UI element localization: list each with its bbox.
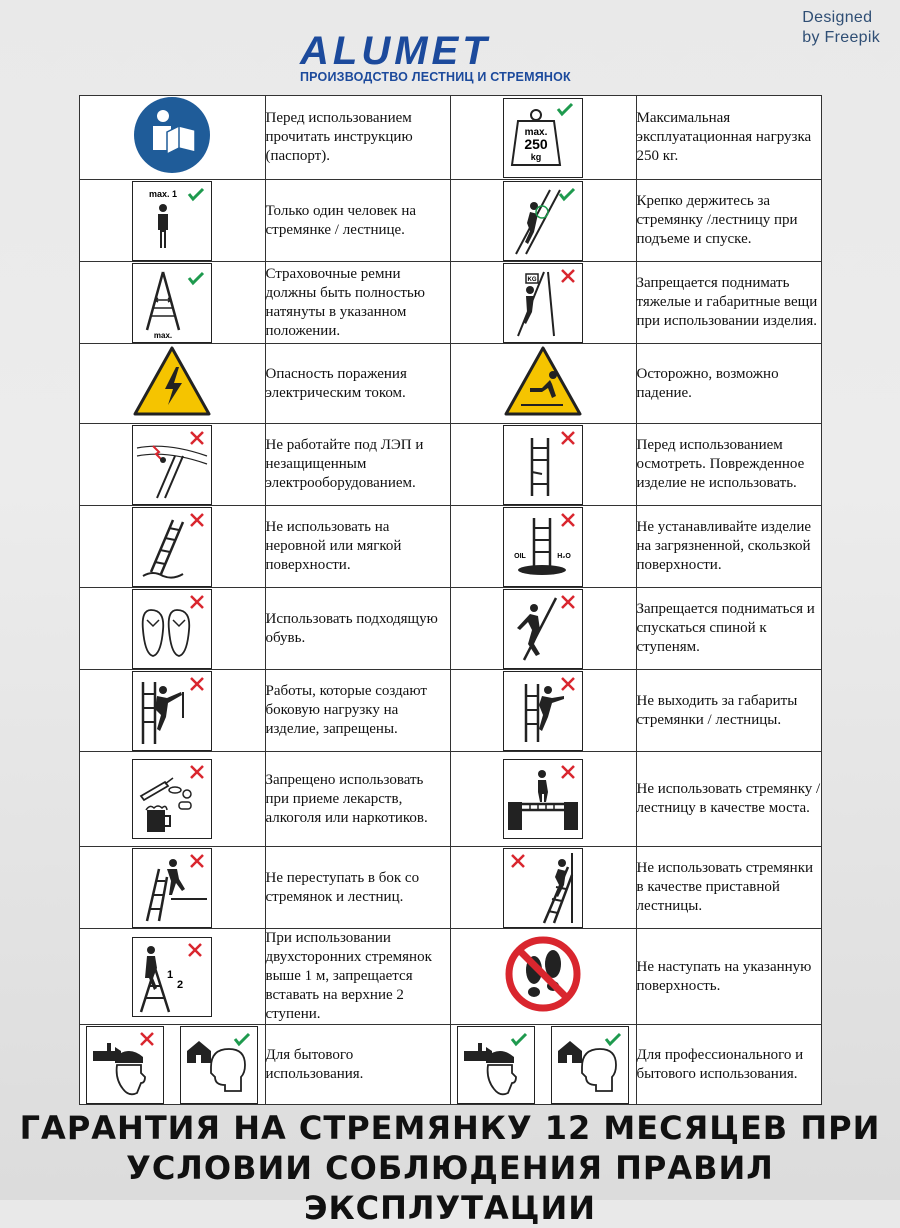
fall-hazard-icon xyxy=(503,345,583,417)
safety-straps-icon xyxy=(133,264,211,342)
footer-line-2: УСЛОВИИ СОБЛЮДЕНИЯ ПРАВИЛ ЭКСПЛУТАЦИИ xyxy=(126,1149,774,1227)
no-lean-use-icon xyxy=(504,849,582,927)
rule-text: Для бытового использования. xyxy=(265,1025,451,1105)
rule-text: Страховочные ремни должны быть полностью натянуты в указанном положении. xyxy=(265,262,451,344)
rule-text: Крепко держитесь за стремянку /лестницу при подъеме и спуске. xyxy=(636,180,822,262)
water-label: H₂O xyxy=(557,552,572,560)
table-row xyxy=(80,670,822,752)
watermark-line-2: by Freepik xyxy=(802,29,880,46)
max-load-250kg-icon xyxy=(504,99,582,177)
inspect-ladder-icon xyxy=(504,426,582,504)
rule-text: Только один человек на стремянке / лестнице. xyxy=(265,180,451,262)
proper-shoes-icon xyxy=(133,590,211,668)
rule-text: Не переступать в бок со стремянок и лестниц. xyxy=(265,847,451,929)
table-row xyxy=(80,588,822,670)
no-drugs-alcohol-icon xyxy=(133,760,211,838)
step-label-1: 1 xyxy=(167,968,174,981)
table-row xyxy=(80,929,822,1025)
table-row xyxy=(80,1025,822,1105)
rule-text: Не выходить за габариты стремянки / лестницы. xyxy=(636,670,822,752)
rule-text: Запрещено использовать при приеме лекарств, алкоголя или наркотиков. xyxy=(265,752,451,847)
freepik-watermark xyxy=(802,8,880,48)
no-heavy-load-icon xyxy=(504,264,582,342)
rule-text: Не работайте под ЛЭП и незащищенным электрооборудованием. xyxy=(265,424,451,506)
rule-text: Запрещается поднимать тяжелые и габаритные вещи при использовании изделия. xyxy=(636,262,822,344)
house-head-check-icon xyxy=(181,1027,257,1103)
footer-line-1: ГАРАНТИЯ НА СТРЕМЯНКУ 12 МЕСЯЦЕВ ПРИ xyxy=(19,1109,881,1147)
no-uneven-surface-icon xyxy=(133,508,211,586)
table-row xyxy=(80,752,822,847)
rule-text: Не использовать стремянку / лестницу в качестве моста. xyxy=(636,752,822,847)
table-row xyxy=(80,262,822,344)
read-manual-icon xyxy=(133,96,211,174)
house-head-check-icon-2 xyxy=(552,1027,628,1103)
table-row xyxy=(80,96,822,180)
rule-text: Опасность поражения электрическим током. xyxy=(265,344,451,424)
rule-text: Перед использованием прочитать инструкцию (паспорт). xyxy=(265,96,451,180)
kg-label: KG xyxy=(527,276,537,283)
rule-text: Не использовать стремянки в качестве приставной лестницы. xyxy=(636,847,822,929)
rule-text: Запрещается подниматься и спускаться спиной к ступеням. xyxy=(636,588,822,670)
table-row xyxy=(80,344,822,424)
rule-text: Максимальная эксплуатационная нагрузка 250 кг. xyxy=(636,96,822,180)
rule-text: Перед использованием осмотреть. Поврежденное изделие не использовать. xyxy=(636,424,822,506)
no-slippery-surface-icon xyxy=(504,508,582,586)
no-side-load-icon xyxy=(133,672,211,750)
brand-name: ALUMET xyxy=(300,29,491,73)
strap-label: max. xyxy=(154,330,173,340)
industry-head-check-icon xyxy=(458,1027,534,1103)
table-row xyxy=(80,424,822,506)
rule-text: Не наступать на указанную поверхность. xyxy=(636,929,822,1025)
no-step-surface-icon xyxy=(503,934,583,1014)
table-row xyxy=(80,180,822,262)
no-overreach-icon xyxy=(504,672,582,750)
load-label-unit: kg xyxy=(530,151,542,162)
rule-text: Не использовать на неровной или мягкой поверхности. xyxy=(265,506,451,588)
load-label-num: 250 xyxy=(524,135,548,152)
rule-text: Не устанавливайте изделие на загрязненной, скользкой поверхности. xyxy=(636,506,822,588)
brand-tagline: ПРОИЗВОДСТВО ЛЕСТНИЦ И СТРЕМЯНОК xyxy=(300,70,571,84)
one-person-icon xyxy=(133,182,211,260)
rule-text: Использовать подходящую обувь. xyxy=(265,588,451,670)
electric-hazard-icon xyxy=(132,345,212,417)
warranty-footer xyxy=(0,1108,900,1228)
rule-text: Для профессионального и бытового использования. xyxy=(636,1025,822,1105)
no-backwards-climb-icon xyxy=(504,590,582,668)
no-bridge-use-icon xyxy=(504,760,582,838)
no-power-lines-icon xyxy=(133,426,211,504)
safety-rules-table xyxy=(79,95,822,1105)
rule-text: Работы, которые создают боковую нагрузку на изделие, запрещены. xyxy=(265,670,451,752)
person-limit-label: max. 1 xyxy=(149,188,178,199)
no-side-step-icon xyxy=(133,849,211,927)
load-label-max: max. xyxy=(524,126,548,138)
oil-label: OIL xyxy=(514,552,527,560)
rule-text: Осторожно, возможно падение. xyxy=(636,344,822,424)
watermark-line-1: Designed xyxy=(802,9,873,26)
table-row xyxy=(80,847,822,929)
rule-text: При использовании двухсторонних стремянок выше 1 м, запрещается вставать на верхние 2 ступени. xyxy=(265,929,451,1025)
brand-logo xyxy=(300,29,600,88)
top-steps-icon xyxy=(133,938,211,1016)
step-label-2: 2 xyxy=(177,978,184,991)
industry-head-cross-icon xyxy=(87,1027,163,1103)
table-row xyxy=(80,506,822,588)
hold-firmly-icon xyxy=(504,182,582,260)
